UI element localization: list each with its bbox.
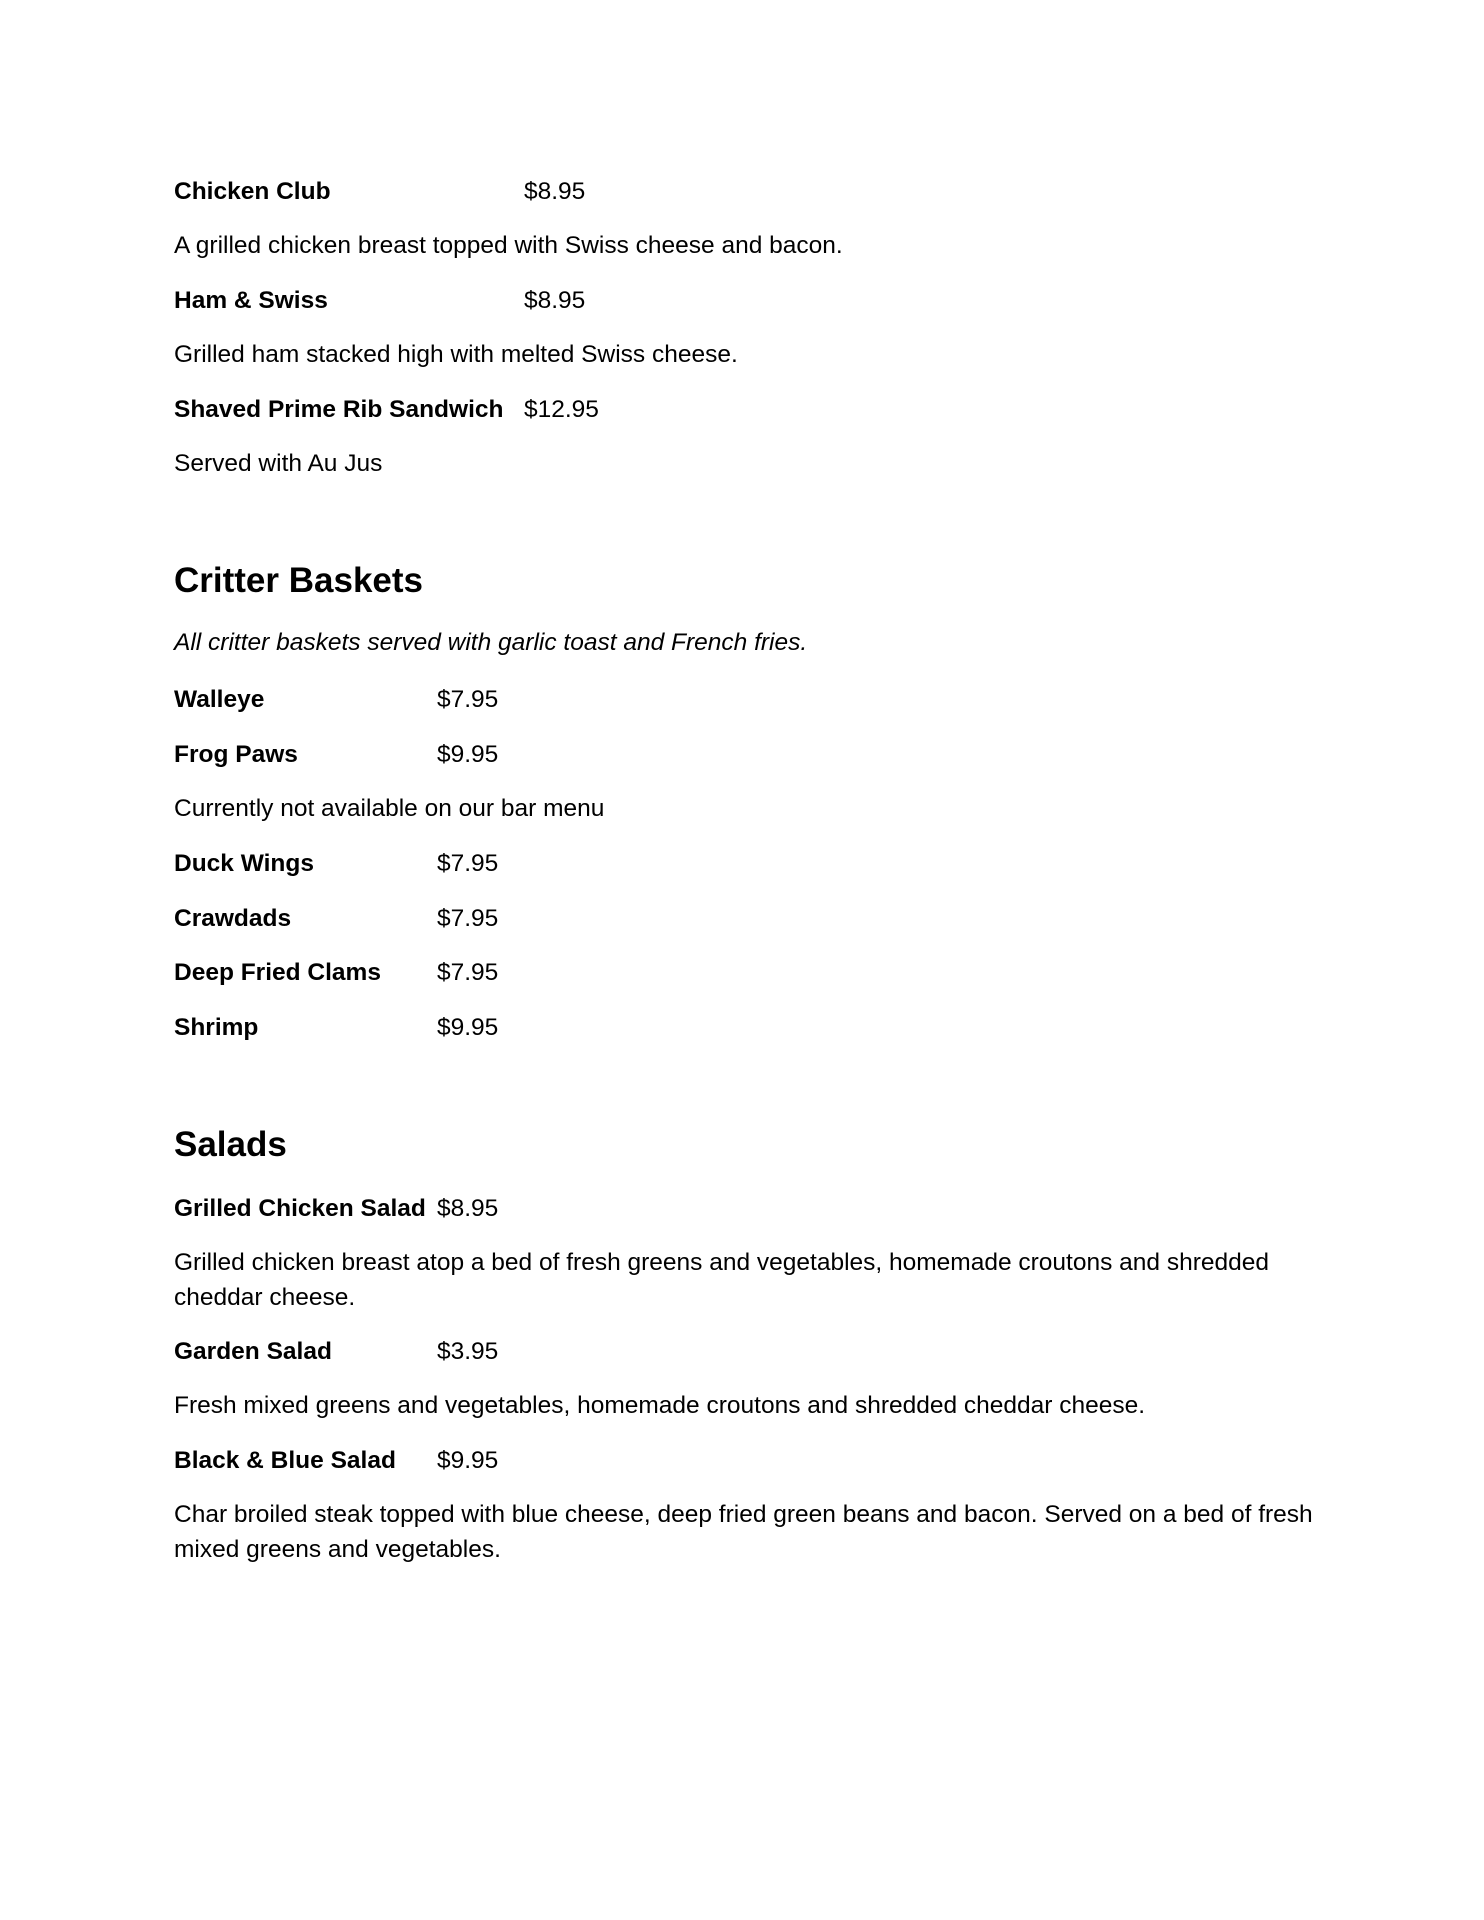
item-price: $9.95 [437, 1014, 499, 1041]
section-title-critter-baskets: Critter Baskets [174, 561, 423, 600]
item-name: Ham & Swiss [174, 287, 328, 314]
section-note: All critter baskets served with garlic toast and French fries. [174, 629, 808, 656]
item-name: Duck Wings [174, 850, 314, 877]
item-price: $12.95 [524, 396, 599, 423]
item-name: Shaved Prime Rib Sandwich [174, 396, 504, 423]
section-title-salads: Salads [174, 1125, 287, 1164]
item-name: Deep Fried Clams [174, 959, 381, 986]
item-description: Fresh mixed greens and vegetables, homemade croutons and shredded cheddar cheese. [174, 1392, 1146, 1419]
item-name: Frog Paws [174, 741, 298, 768]
item-name: Walleye [174, 686, 265, 713]
item-name: Black & Blue Salad [174, 1447, 396, 1474]
item-price: $7.95 [437, 959, 499, 986]
item-price: $9.95 [437, 1447, 499, 1474]
item-price: $7.95 [437, 686, 499, 713]
item-name: Crawdads [174, 905, 292, 932]
item-price: $7.95 [437, 905, 499, 932]
item-description: Currently not available on our bar menu [174, 795, 605, 822]
item-price: $9.95 [437, 741, 499, 768]
item-description: Grilled chicken breast atop a bed of fresh greens and vegetables, homemade croutons and shredded cheddar cheese. [174, 1249, 1270, 1311]
item-description: Served with Au Jus [174, 450, 383, 477]
item-price: $8.95 [437, 1195, 499, 1222]
item-name: Grilled Chicken Salad [174, 1195, 426, 1222]
item-description: Char broiled steak topped with blue cheese, deep fried green beans and bacon. Served on a bed of fresh mixed greens and vegetables. [174, 1501, 1313, 1563]
item-price: $3.95 [437, 1338, 499, 1365]
item-description: A grilled chicken breast topped with Swiss cheese and bacon. [174, 232, 843, 259]
item-description: Grilled ham stacked high with melted Swiss cheese. [174, 341, 738, 368]
item-name: Chicken Club [174, 178, 331, 205]
item-name: Garden Salad [174, 1338, 332, 1365]
item-price: $8.95 [524, 178, 586, 205]
item-name: Shrimp [174, 1014, 259, 1041]
item-price: $7.95 [437, 850, 499, 877]
item-price: $8.95 [524, 287, 586, 314]
